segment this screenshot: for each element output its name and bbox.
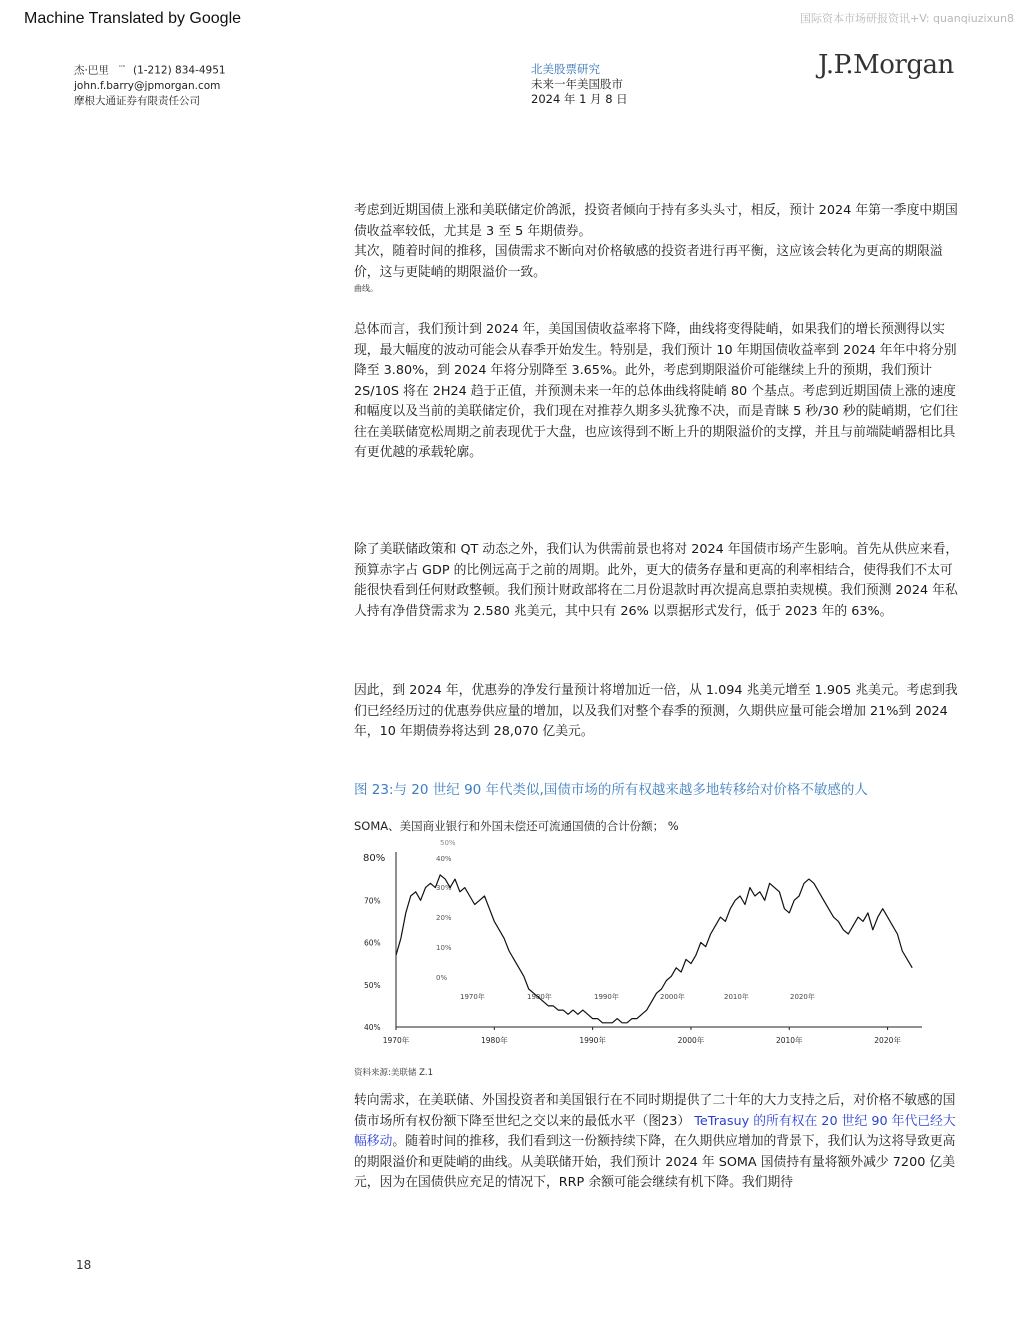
author-email[interactable]: john.f.barry@jpmorgan.com xyxy=(74,79,221,92)
y-tick-label: 60% xyxy=(364,938,381,948)
inset-x-tick-label: 2020年 xyxy=(790,993,815,1001)
author-block xyxy=(74,60,226,109)
x-tick-label: 1980年 xyxy=(481,1036,508,1045)
paragraph-block-2 xyxy=(354,320,960,464)
x-tick-label: 1970年 xyxy=(382,1036,410,1045)
paragraph-text: 其次，随着时间的推移，国债需求不断向对价格敏感的投资者进行再平衡，这应该会转化为更高的期限溢价，这与更陡峭的期限溢价一致。 xyxy=(354,244,943,280)
y-tick-label: 40% xyxy=(364,1023,381,1032)
paragraph-block-1 xyxy=(354,201,960,295)
inset-y-tick-label: 20% xyxy=(436,914,452,922)
paragraph-text: 因此，到 2024 年，优惠券的净发行量预计将增加近一倍，从 1.094 兆美元增至 1.905 兆美元。考虑到我们已经经历过的优惠券供应量的增加，以及我们对整个春季的预测，久期供应量可能会增加 21%到 2024 年，10 年期债券将达到 28,070 亿美元。 xyxy=(354,683,958,739)
x-tick-label: 2020年 xyxy=(874,1036,901,1045)
machine-translation-banner: Machine Translated by Google xyxy=(24,10,242,27)
y-tick-label: 80% xyxy=(363,853,386,864)
y-tick-label: 50% xyxy=(364,980,381,990)
paragraph-note: 曲线。 xyxy=(354,284,378,293)
inset-y-tick-label: 0% xyxy=(436,974,448,982)
y-tick-label: 70% xyxy=(364,896,381,906)
inset-x-tick-label: 1980年 xyxy=(527,993,552,1001)
inset-x-tick-label: 1990年 xyxy=(594,993,619,1001)
figure-source: 资料来源:美联储 Z.1 xyxy=(354,1068,433,1078)
paragraph-text: 考虑到近期国债上涨和美联储定价鸽派，投资者倾向于持有多头头寸，相反，预计 2024 年第一季度中期国债收益率较低，尤其是 3 至 5 年期债券。 xyxy=(354,203,958,239)
inset-x-tick-label: 2010年 xyxy=(724,993,749,1001)
report-date: 2024 年 1 月 8 日 xyxy=(531,92,628,106)
research-series[interactable]: 北美股票研究 xyxy=(531,62,600,76)
paragraph-block-5 xyxy=(354,1091,960,1194)
report-header xyxy=(531,62,628,107)
watermark: 国际资本市场研报资讯+V: quanqiuzixun8 xyxy=(799,12,1014,25)
author-name: 杰·巴里 xyxy=(74,64,109,77)
x-tick-label: 1990年 xyxy=(579,1036,606,1045)
paragraph-text: 总体而言，我们预计到 2024 年，美国国债收益率将下降，曲线将变得陡峭，如果我们的增长预测得以实现，最大幅度的波动可能会从春季开始发生。特别是，我们预计 10 年期国债收益率到 2024 年年中将分别降至 3.80%，到 2024 年将分别降至 3.65%。此外，考虑到期限溢价可能继续上升的预期，我们预计 2S/10S 将在 2H24 趋于正值，并预测未来一年的总体曲线将陡峭 80 个基点。考虑到近期国债上涨的速度和幅度以及当前的美联储定价，我们现在对推荐久期多头犹豫不决，而是青睐 5 秒/30 秒的陡峭期，它们往往在美联储宽松周期之前表现优于大盘，也应该得到不断上升的期限溢价的支撑，并且与前端陡峭器相比具有更优越的承载轮廓。 xyxy=(354,322,959,460)
jpmorgan-logo: J.P.Morgan xyxy=(818,50,954,80)
ownership-share-chart xyxy=(354,840,934,1055)
inset-y-top-label: 50% xyxy=(440,840,456,847)
page-number: 18 xyxy=(76,1258,92,1272)
author-superscript: ᶜᶦᵃ xyxy=(118,64,125,71)
x-tick-label: 2010年 xyxy=(775,1036,803,1045)
paragraph-text xyxy=(354,1091,960,1194)
figure-title: 图 23:与 20 世纪 90 年代类似,国债市场的所有权越来越多地转移给对价格不敏感的人 xyxy=(354,782,868,798)
paragraph-segment: 转向需求，在美联储、外国投资者和美国银行在不同时期提供了二十年的大力支持之后，对价格不敏感的国债市场所有权份额下降至世纪之交以来的最低水平（图23） xyxy=(354,1093,956,1129)
author-name-line xyxy=(74,60,226,79)
inset-y-tick-label: 40% xyxy=(436,855,452,863)
paragraph-segment: 。随着时间的推移，我们看到这一份额持续下降，在久期供应增加的背景下，我们认为这将导致更高的期限溢价和更陡峭的曲线。从美联储开始，我们预计 2024 年 SOMA 国债持有量将额外减少 7200 亿美元，因为在国债供应充足的情况下，RRP 余额可能会继续有机下降。我们期待 xyxy=(354,1134,956,1190)
chart-subtitle: SOMA、美国商业银行和外国未偿还可流通国债的合计份额； % xyxy=(354,819,679,833)
inset-y-tick-label: 30% xyxy=(436,884,452,892)
paragraph-block-3 xyxy=(354,540,960,622)
inset-x-tick-label: 1970年 xyxy=(460,993,485,1001)
report-title: 未来一年美国股市 xyxy=(531,77,623,91)
figure-reference-link[interactable]: TeTrasuy 的所有权在 20 世纪 90 年代已经大幅移动 xyxy=(354,1113,956,1149)
author-company: 摩根大通证券有限责任公司 xyxy=(74,94,200,107)
x-tick-label: 2000年 xyxy=(677,1036,705,1045)
author-phone: (1-212) 834-4951 xyxy=(132,64,226,77)
inset-x-tick-label: 2000年 xyxy=(660,993,685,1001)
paragraph-block-4 xyxy=(354,681,960,743)
inset-y-tick-label: 10% xyxy=(436,944,452,952)
paragraph-text: 除了美联储政策和 QT 动态之外，我们认为供需前景也将对 2024 年国债市场产生影响。首先从供应来看，预算赤字占 GDP 的比例远高于之前的周期。此外，更大的债务存量和更高的利率相结合，使得我们不太可能很快看到任何财政整顿。我们预计财政部将在二月份退款时再次提高息票拍卖规模。我们预测 2024 年私人持有净借贷需求为 2.580 兆美元，其中只有 26% 以票据形式发行，低于 2023 年的 63%。 xyxy=(354,542,959,619)
